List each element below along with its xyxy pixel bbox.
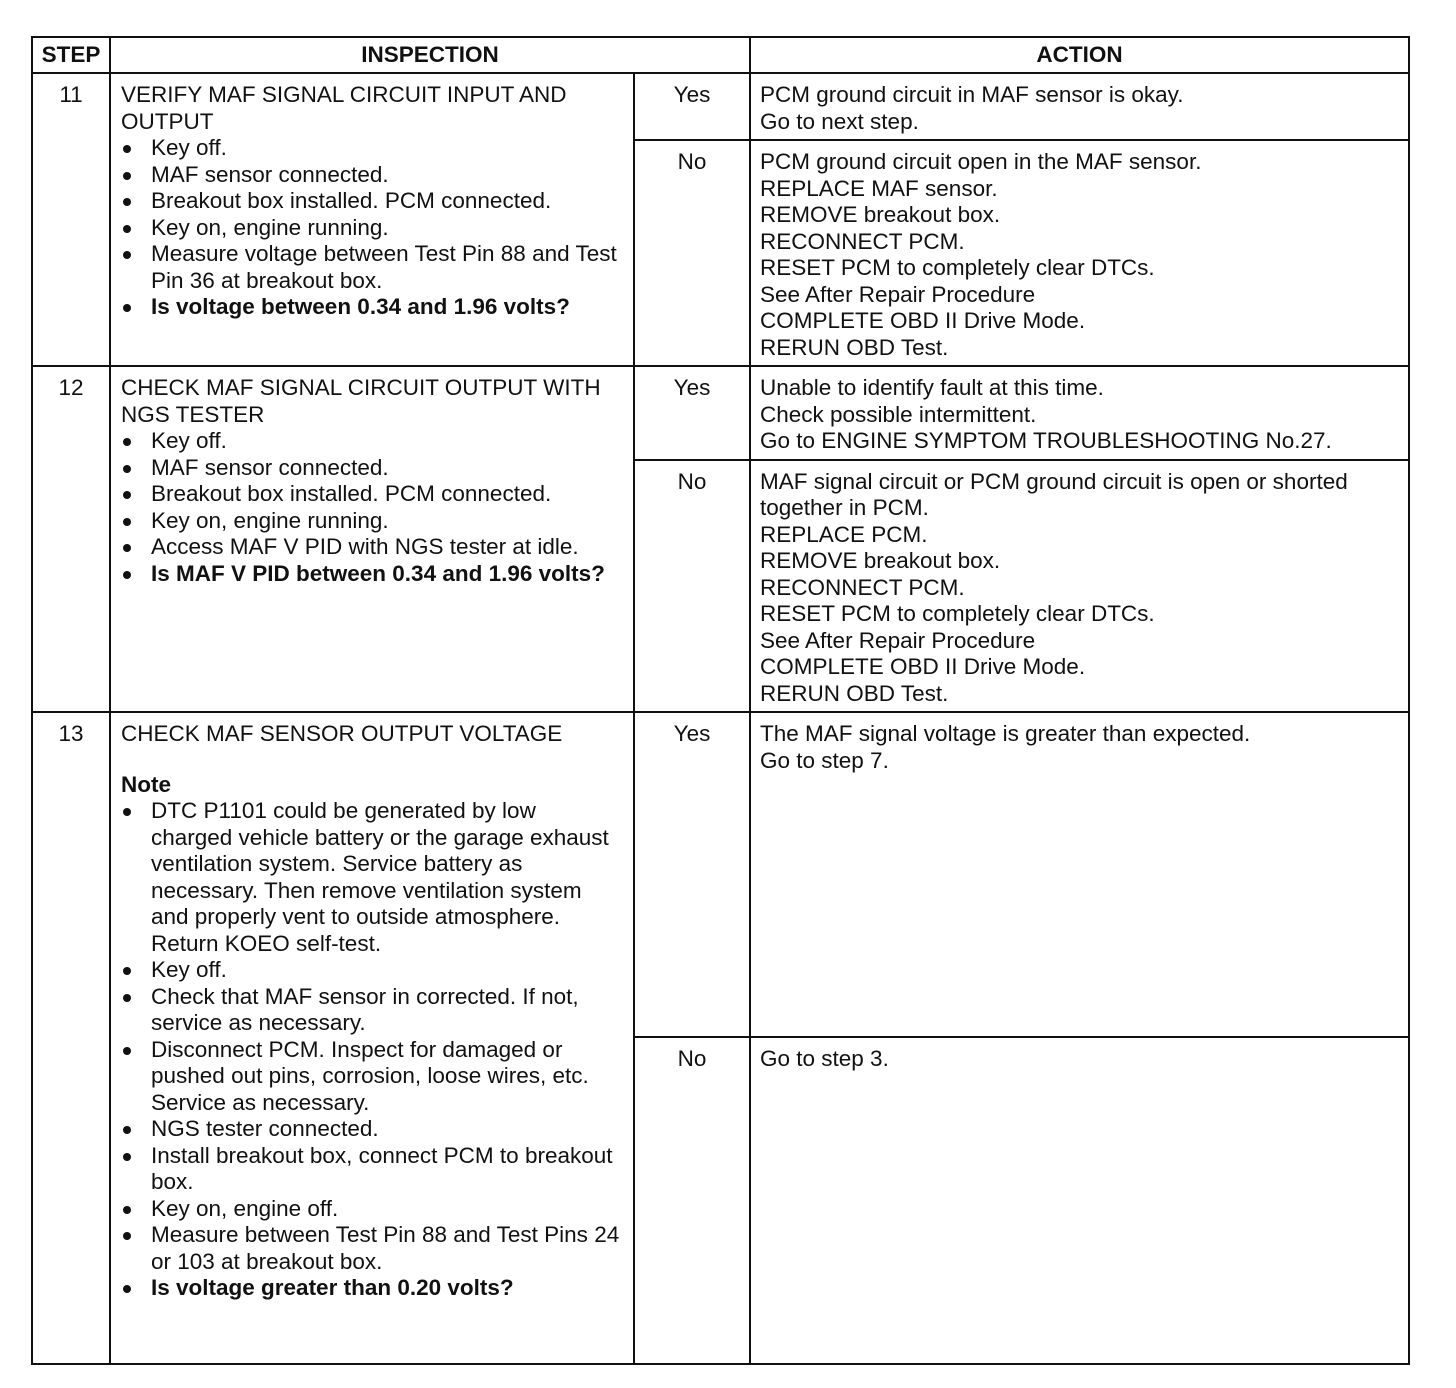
inspection-item: MAF sensor connected.: [121, 162, 623, 189]
action-line: Go to ENGINE SYMPTOM TROUBLESHOOTING No.27.: [760, 428, 1332, 453]
inspection-item: Measure voltage between Test Pin 88 and Test Pin 36 at breakout box.: [121, 241, 623, 294]
step-inspection: [110, 712, 634, 1364]
no-label: No: [634, 460, 750, 713]
inspection-question: Is voltage greater than 0.20 volts?: [121, 1275, 623, 1302]
action-line: Check possible intermittent.: [760, 401, 1037, 427]
inspection-list: [121, 957, 623, 1302]
yes-action: [750, 366, 1409, 460]
action-line: The MAF signal voltage is greater than expected.: [760, 721, 1251, 746]
inspection-item: Disconnect PCM. Inspect for damaged or pushed out pins, corrosion, loose wires, etc. Service as necessary.: [121, 1037, 623, 1117]
action-line: RERUN OBD Test.: [760, 680, 949, 706]
header-action: ACTION: [750, 37, 1409, 73]
header-inspection: INSPECTION: [110, 37, 750, 73]
inspection-list: [121, 135, 623, 321]
action-line: Go to step 7.: [760, 747, 889, 773]
action-line: Go to next step.: [760, 108, 919, 134]
inspection-list: [121, 428, 623, 587]
action-line: RECONNECT PCM.: [760, 574, 965, 600]
no-label: No: [634, 1037, 750, 1364]
note-item: [121, 798, 623, 957]
no-action: [750, 460, 1409, 713]
inspection-item: Key on, engine off.: [121, 1196, 623, 1223]
inspection-item: Key off.: [121, 428, 623, 455]
step-number: 13: [32, 712, 110, 1364]
note-label: Note: [121, 771, 171, 797]
action-line: RESET PCM to completely clear DTCs.: [760, 601, 1155, 626]
step-title: VERIFY MAF SIGNAL CIRCUIT INPUT AND OUTPUT: [121, 82, 567, 134]
header-row: [32, 37, 1409, 73]
yes-action: [750, 73, 1409, 140]
troubleshooting-table: [31, 36, 1410, 1365]
inspection-item: Key on, engine running.: [121, 215, 623, 242]
step-inspection: [110, 366, 634, 712]
step-11-yes-row: [32, 73, 1409, 140]
inspection-item: Key on, engine running.: [121, 508, 623, 535]
step-13-yes-row: [32, 712, 1409, 1037]
action-line: Go to step 3.: [760, 1046, 889, 1071]
action-line: RERUN OBD Test.: [760, 334, 949, 360]
action-line: COMPLETE OBD II Drive Mode.: [760, 654, 1086, 679]
step-number: 11: [32, 73, 110, 366]
inspection-item: Check that MAF sensor in corrected. If not, service as necessary.: [121, 984, 623, 1037]
action-line: REMOVE breakout box.: [760, 548, 1001, 573]
step-inspection: [110, 73, 634, 366]
inspection-question: Is MAF V PID between 0.34 and 1.96 volts?: [121, 561, 623, 588]
step-number: 12: [32, 366, 110, 712]
action-line: See After Repair Procedure: [760, 627, 1036, 653]
inspection-item: NGS tester connected.: [121, 1116, 623, 1143]
action-line: REPLACE PCM.: [760, 521, 928, 547]
yes-label: Yes: [634, 366, 750, 460]
no-action: [750, 1037, 1409, 1364]
step-12-yes-row: [32, 366, 1409, 460]
inspection-item: Key off.: [121, 135, 623, 162]
note-continuation: Return KOEO self-test.: [151, 930, 382, 956]
inspection-item: Breakout box installed. PCM connected.: [121, 481, 623, 508]
inspection-item: MAF sensor connected.: [121, 455, 623, 482]
yes-label: Yes: [634, 712, 750, 1037]
action-line: REPLACE MAF sensor.: [760, 175, 998, 201]
action-line: RECONNECT PCM.: [760, 228, 965, 254]
action-line: PCM ground circuit open in the MAF sensor.: [760, 149, 1202, 174]
inspection-item: Breakout box installed. PCM connected.: [121, 188, 623, 215]
inspection-item: Key off.: [121, 957, 623, 984]
step-title: CHECK MAF SIGNAL CIRCUIT OUTPUT WITH NGS TESTER: [121, 375, 601, 427]
inspection-item: Install breakout box, connect PCM to breakout box.: [121, 1143, 623, 1196]
inspection-item: Measure between Test Pin 88 and Test Pins 24 or 103 at breakout box.: [121, 1222, 623, 1275]
note-list: [121, 798, 623, 957]
inspection-item: Access MAF V PID with NGS tester at idle.: [121, 534, 623, 561]
inspection-question: Is voltage between 0.34 and 1.96 volts?: [121, 294, 623, 321]
action-line: REMOVE breakout box.: [760, 202, 1001, 227]
yes-label: Yes: [634, 73, 750, 140]
no-label: No: [634, 140, 750, 366]
note-text: DTC P1101 could be generated by low charged vehicle battery or the garage exhaust ventilation system. Service battery as necessary. Then remove ventilation system and properly vent to outside atmosphere.: [151, 798, 609, 929]
yes-action: [750, 712, 1409, 1037]
action-line: RESET PCM to completely clear DTCs.: [760, 255, 1155, 280]
action-line: Unable to identify fault at this time.: [760, 375, 1104, 400]
no-action: [750, 140, 1409, 366]
action-line: See After Repair Procedure: [760, 281, 1036, 307]
action-line: PCM ground circuit in MAF sensor is okay.: [760, 82, 1184, 107]
step-title: CHECK MAF SENSOR OUTPUT VOLTAGE: [121, 721, 563, 746]
action-line: MAF signal circuit or PCM ground circuit is open or shorted together in PCM.: [760, 468, 1348, 520]
header-step: STEP: [32, 37, 110, 73]
action-line: COMPLETE OBD II Drive Mode.: [760, 308, 1086, 333]
